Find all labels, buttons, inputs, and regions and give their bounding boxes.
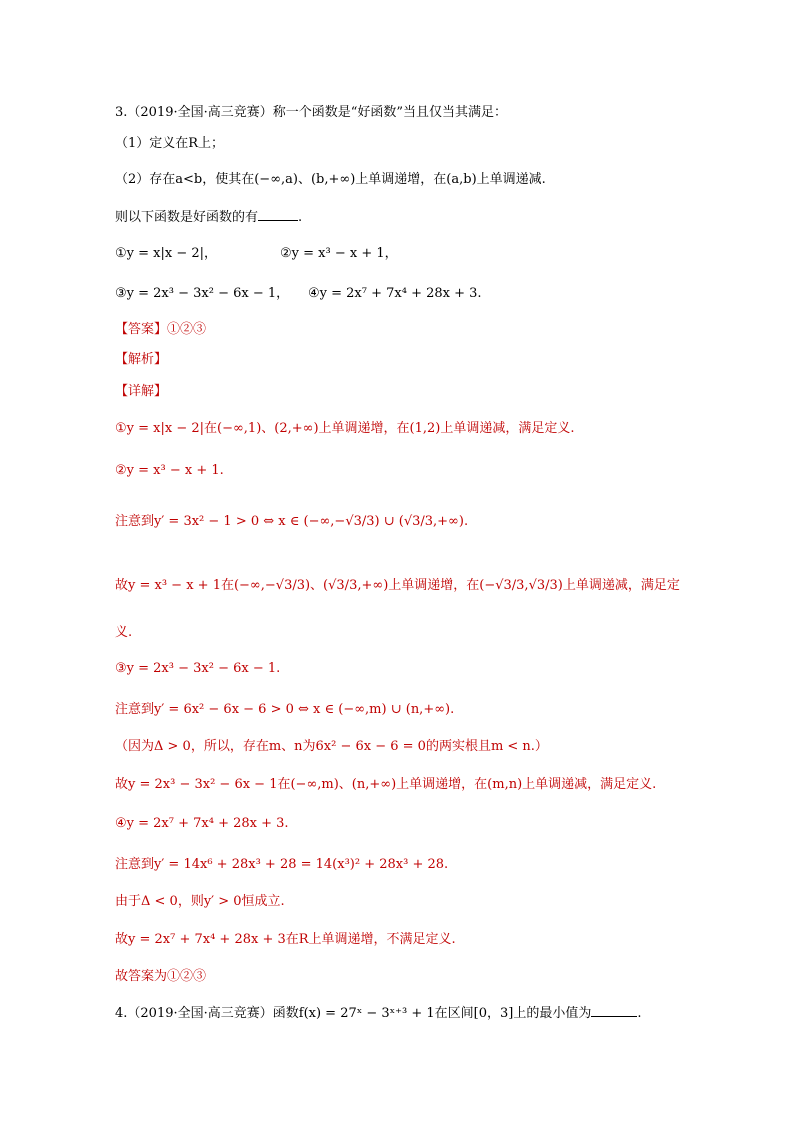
option-2: ②y = x³ − x + 1， [280,246,398,261]
option-4: ④y = 2x⁷ + 7x⁴ + 28x + 3. [308,286,482,301]
q3-condition-1: （1）定义在R上； [115,136,225,151]
solution-line-6: ③y = 2x³ − 3x² − 6x − 1. [115,661,281,676]
answer-line [115,321,206,339]
solution-line-11: 注意到y′ = 14x⁶ + 28x³ + 28 = 14(x³)² + 28x³ + 28. [115,857,449,872]
solution-line-8: （因为Δ > 0，所以，存在m、n为6x² − 6x − 6 = 0的两实根且m < n.） [115,739,548,754]
detail-label: 【详解】 [115,384,168,399]
q4-line [115,1004,642,1023]
solution-line-2: ②y = x³ − x + 1. [115,463,224,478]
solution-line-1: ①y = x|x − 2|在(−∞,1)、(2,+∞)上单调递增，在(1,2)上单调递减，满足定义. [115,421,575,436]
q4-end: . [637,1006,642,1021]
option-1: ①y = x|x − 2|， [115,246,218,261]
solution-line-9: 故y = 2x³ − 3x² − 6x − 1在(−∞,m)、(n,+∞)上单调递增，在(m,n)上单调递减，满足定义. [115,777,657,792]
answer-label: 【答案】 [115,322,168,337]
solution-line-4: 故y = x³ − x + 1在(−∞,−√3/3)、(√3/3,+∞)上单调递增，在(−√3/3,√3/3)上单调递减，满足定 [115,578,680,593]
q3-question-end: . [298,210,303,225]
analysis-label: 【解析】 [115,352,168,367]
answer-value: ①②③ [167,322,207,337]
solution-line-14: 故答案为①②③ [115,969,207,984]
q3-condition-2: （2）存在a<b，使其在(−∞,a)、(b,+∞)上单调递增，在(a,b)上单调递减. [115,172,546,187]
q4-text: 4.（2019·全国·高三竞赛）函数f(x) = 27ˣ − 3ˣ⁺³ + 1在区间[0，3]上的最小值为 [115,1006,592,1021]
q3-question [115,208,302,227]
q4-answer-blank [591,1004,637,1017]
q3-question-text: 则以下函数是好函数的有 [115,210,259,225]
solution-line-7: 注意到y′ = 6x² − 6x − 6 > 0 ⇔ x ∈ (−∞,m) ∪ (n,+∞). [115,702,455,717]
solution-line-10: ④y = 2x⁷ + 7x⁴ + 28x + 3. [115,816,289,831]
q3-header: 3.（2019·全国·高三竞赛）称一个函数是“好函数”当且仅当其满足： [115,105,508,120]
option-3: ③y = 2x³ − 3x² − 6x − 1， [115,286,290,301]
solution-line-12: 由于Δ < 0，则y′ > 0恒成立. [115,894,285,909]
solution-line-13: 故y = 2x⁷ + 7x⁴ + 28x + 3在R上单调递增，不满足定义. [115,932,456,947]
answer-blank [258,208,298,221]
solution-line-3: 注意到y′ = 3x² − 1 > 0 ⇔ x ∈ (−∞,−√3/3) ∪ (√3/3,+∞). [115,514,469,529]
solution-line-5: 义. [115,625,133,640]
